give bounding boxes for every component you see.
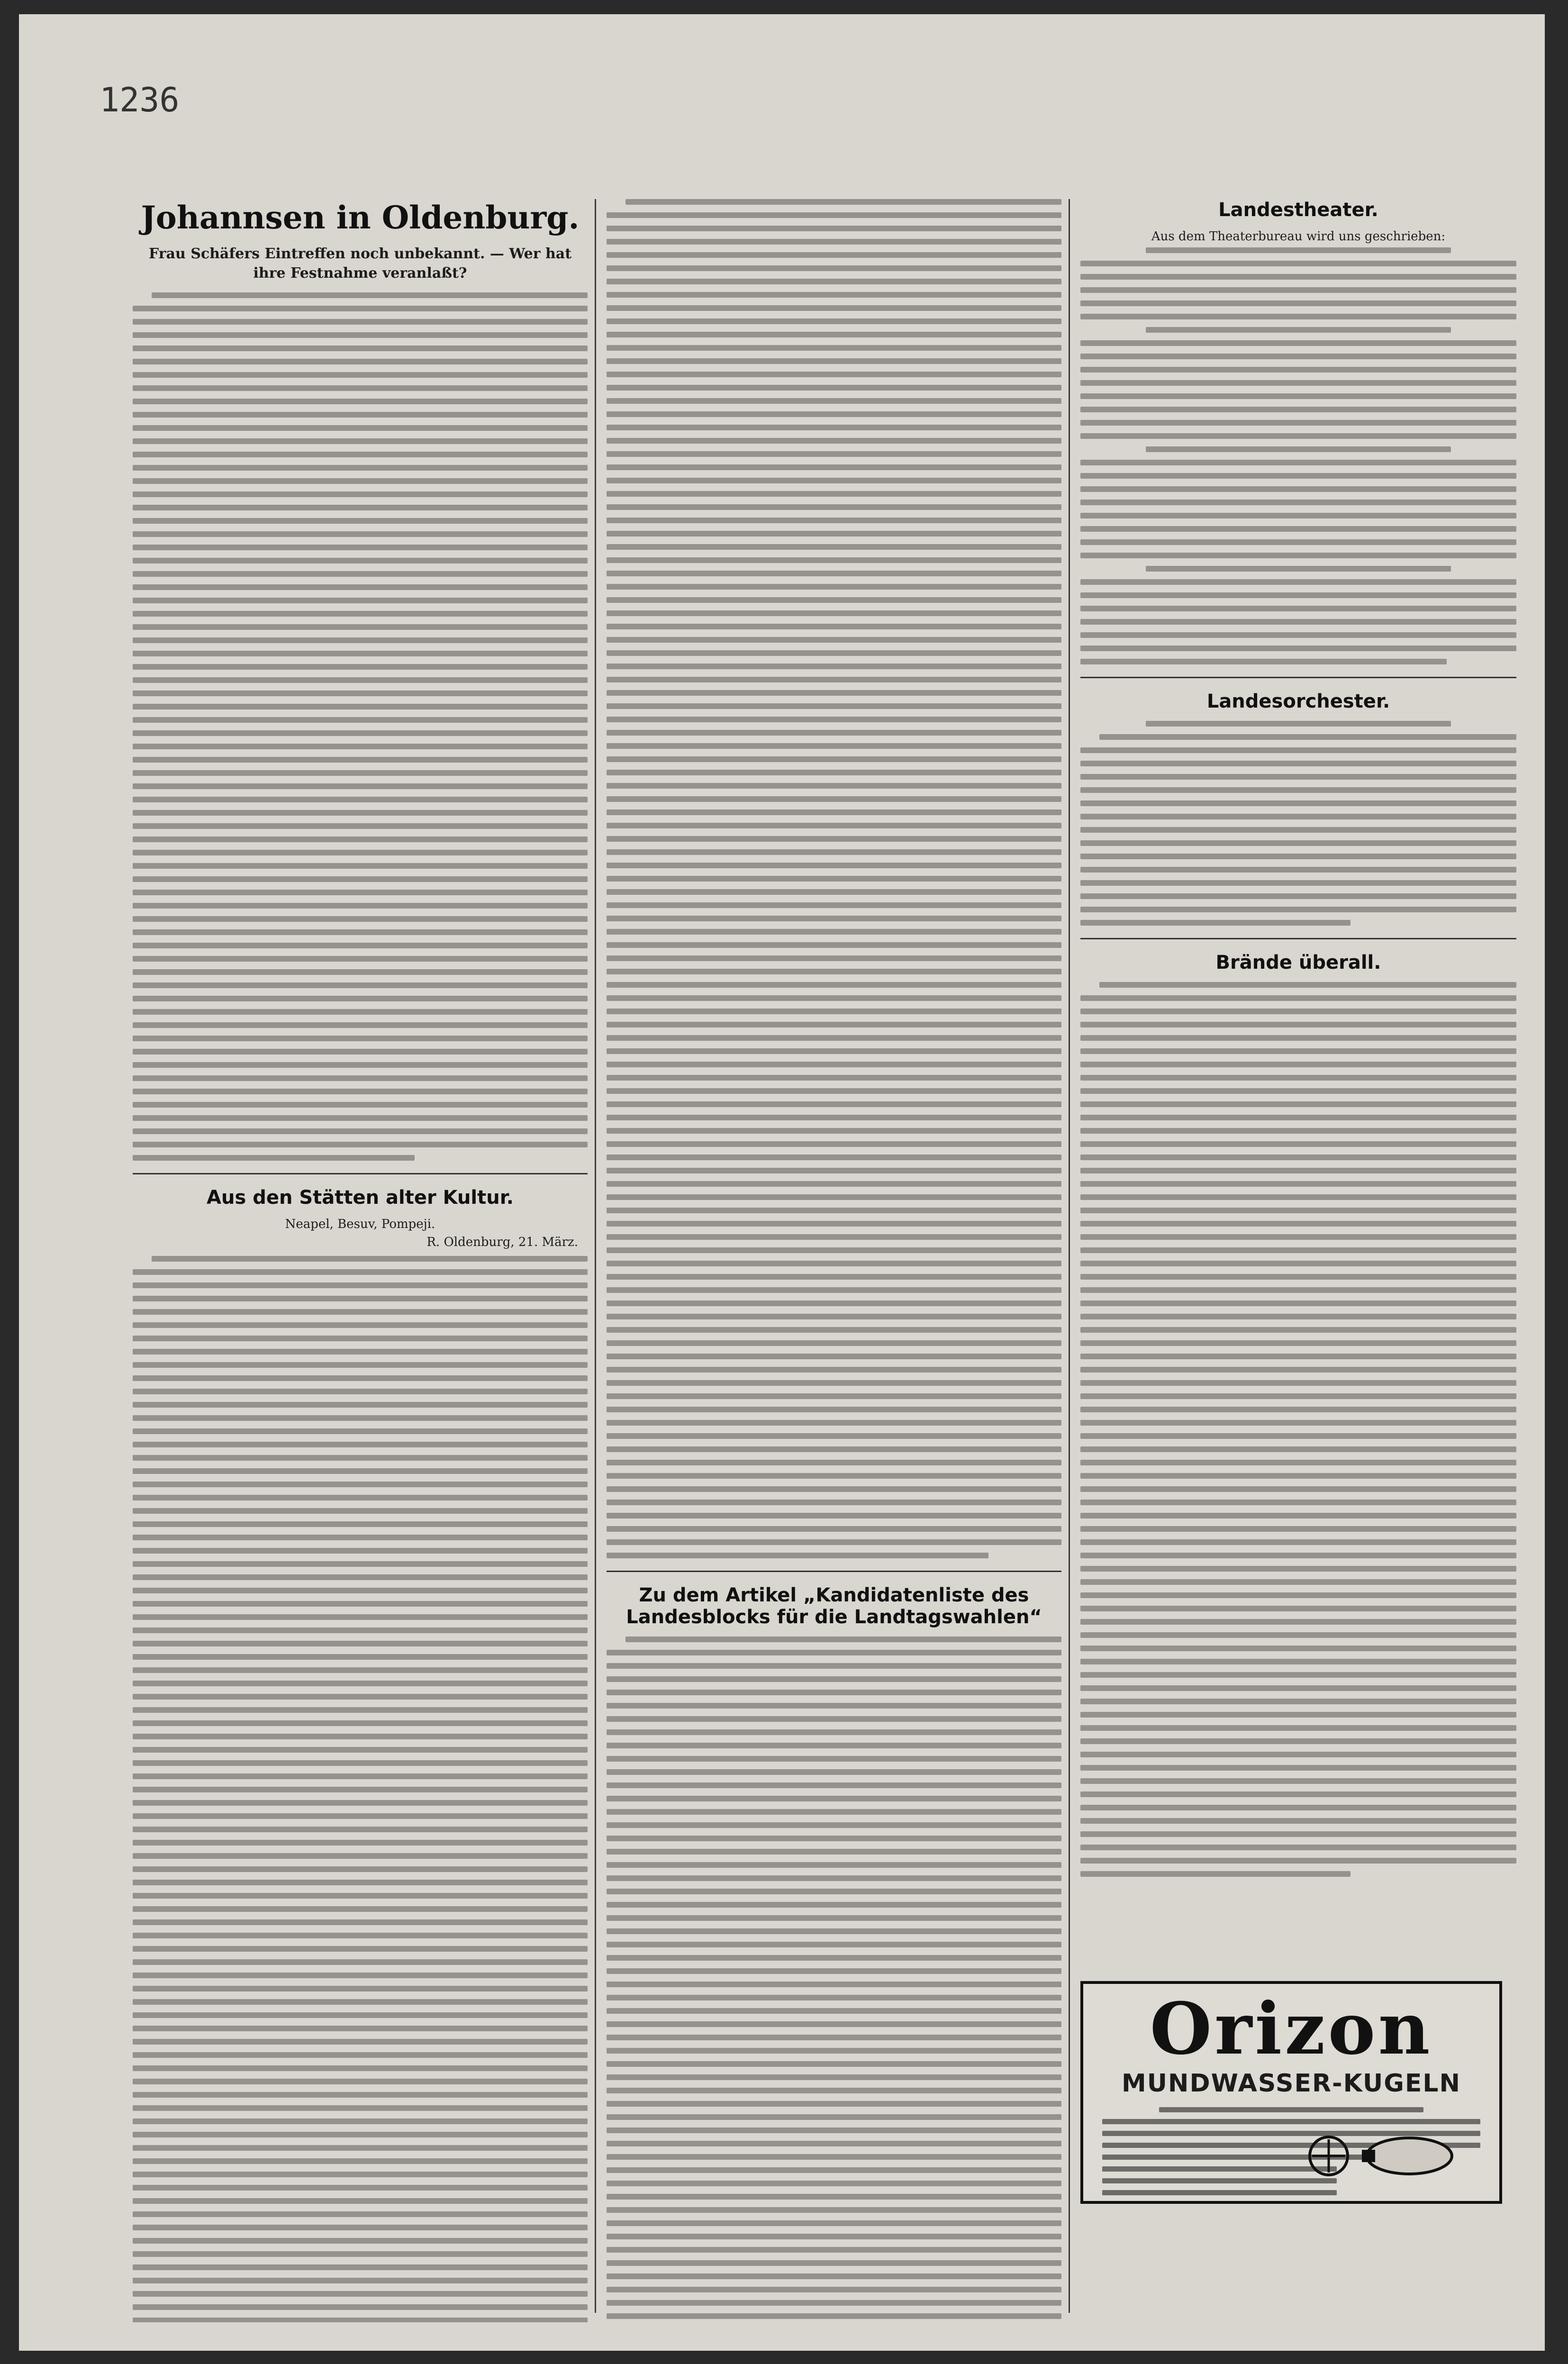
section-divider xyxy=(133,1173,588,1174)
orizon-advertisement xyxy=(1080,1981,1502,2204)
article-headline: Zu dem Artikel „Kandidatenliste des Landesblocks für die Landtagswahlen“ xyxy=(626,1584,1042,1628)
column-middle xyxy=(607,199,1061,2322)
column-rule-right xyxy=(1069,199,1070,2313)
article-body xyxy=(1080,982,1516,1877)
main-headline: Johannsen in Oldenburg. xyxy=(141,199,580,236)
article-body xyxy=(1080,721,1516,926)
section-divider xyxy=(1080,677,1516,678)
fires-headline: Brände überall. xyxy=(1215,952,1381,973)
article-body xyxy=(607,1637,1061,2322)
column-left xyxy=(133,199,588,2322)
ad-brand-name: Orizon xyxy=(1150,1987,1433,2071)
section-divider xyxy=(1080,938,1516,939)
article-body xyxy=(133,292,588,1161)
column-rule-left xyxy=(595,199,596,2313)
main-subheadline: Frau Schäfers Eintreffen noch unbekannt. — Wer hat ihre Festnahme veranlaßt? xyxy=(148,245,572,282)
second-byline: Neapel, Besuv, Pompeji. xyxy=(285,1217,435,1231)
section-divider xyxy=(607,1571,1061,1572)
theater-headline: Landestheater. xyxy=(1218,199,1378,221)
article-body xyxy=(607,199,1061,1558)
ad-tagline: MUNDWASSER-KUGELN xyxy=(1121,2069,1461,2098)
page-number: 1236 xyxy=(100,81,180,119)
article-body xyxy=(1080,247,1516,664)
theater-intro: Aus dem Theaterbureau wird uns geschrieben: xyxy=(1151,229,1446,244)
second-headline: Aus den Stätten alter Kultur. xyxy=(207,1187,514,1209)
second-dateline: R. Oldenburg, 21. März. xyxy=(426,1235,578,1249)
newspaper-page xyxy=(19,14,1545,2351)
orchestra-headline: Landesorchester. xyxy=(1206,691,1390,712)
article-body xyxy=(133,1256,588,2322)
product-tube-icon xyxy=(1305,2130,1457,2182)
